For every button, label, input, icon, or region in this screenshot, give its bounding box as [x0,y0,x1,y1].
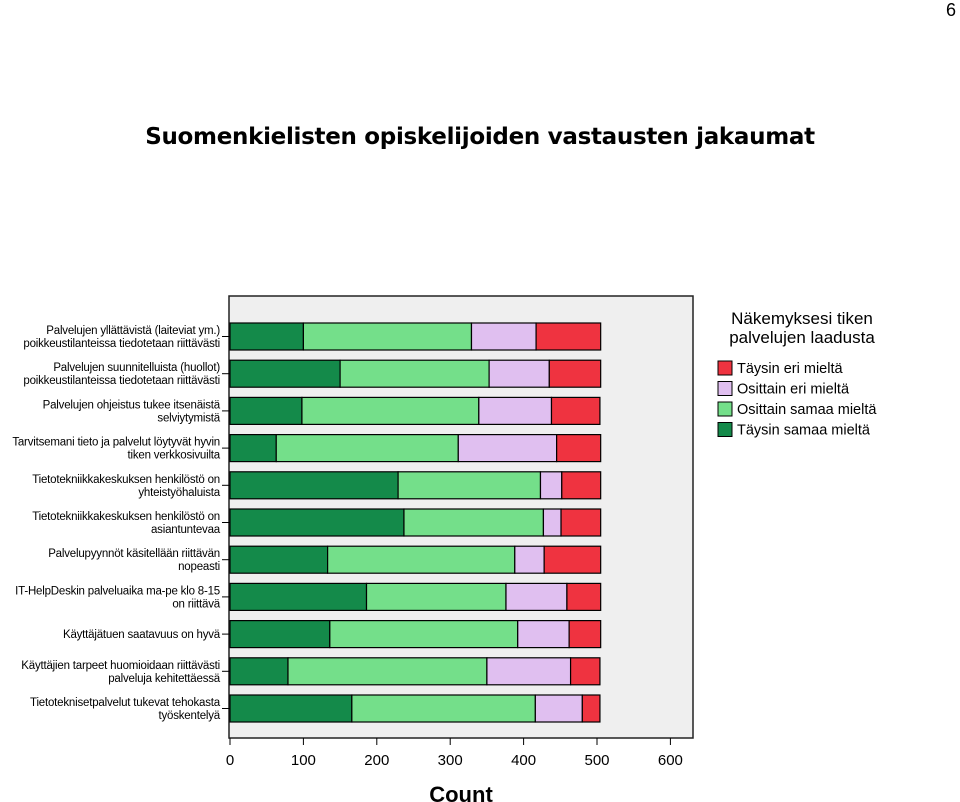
category-label: Palvelujen yllättävistä (laiteviat ym.) [46,325,220,337]
legend-swatch [718,361,732,375]
bar-segment-9-3 [518,621,569,648]
bar-segment-6-1 [230,509,404,536]
x-tick-label: 500 [584,752,610,769]
legend-entry: Osittain eri mieltä [737,381,850,398]
bar-segment-11-3 [535,695,582,722]
x-tick-label: 100 [290,752,316,769]
bar-segment-4-1 [230,435,276,462]
bar-segment-5-2 [398,472,540,499]
bar-segment-2-4 [549,360,600,387]
category-label: tiken verkkosivuilta [127,449,220,462]
bar-segment-9-4 [569,621,601,648]
category-label: poikkeustilanteissa tiedotetaan riittävästi [23,338,220,350]
x-tick-label: 600 [657,752,683,769]
bar-segment-10-2 [288,658,487,685]
bar-segment-1-4 [536,323,601,350]
category-labels [12,325,230,722]
bar-segment-4-3 [458,435,556,462]
bar-segment-10-3 [487,658,571,685]
page-number: 6 [945,0,956,20]
bar-segment-7-4 [544,546,601,573]
bar-segment-5-1 [230,472,398,499]
legend-entry: Täysin samaa mieltä [737,422,870,439]
category-label: Tietotekniikkakeskuksen henkilöstö on [32,473,220,486]
bar-segment-1-1 [230,323,303,350]
bar-segment-3-2 [302,397,479,424]
bar-segment-3-1 [230,397,302,424]
bar-segment-6-3 [543,509,561,536]
x-tick-label: 0 [225,752,235,769]
x-axis-title: Count [429,782,493,802]
bar-segment-11-1 [230,695,352,722]
category-label: Palvelujen ohjeistus tukee itsenäistä [42,399,220,412]
category-label: työskentelyä [158,710,220,722]
bar-segment-3-3 [479,397,552,424]
x-tick-label: 300 [437,752,463,769]
bar-segment-1-3 [471,323,536,350]
bar-segment-7-3 [515,546,544,573]
bar-segment-7-1 [230,546,328,573]
category-label: Palvelupyynnöt käsitellään riittävän [48,548,220,561]
legend-entry: Osittain samaa mieltä [737,402,877,418]
category-label: nopeasti [178,561,220,574]
bar-segment-6-4 [561,509,601,536]
category-label: Käyttäjien tarpeet huomioidaan riittävästi [21,659,220,672]
legend-swatch [718,382,732,396]
bar-segment-11-4 [582,695,600,722]
category-label: asiantuntevaa [150,524,220,536]
legend-swatch [718,402,732,416]
bar-segment-10-4 [571,658,600,685]
bar-segment-2-3 [489,360,549,387]
category-label: yhteistyöhaluista [138,486,220,499]
x-axis [226,738,683,769]
category-label: IT-HelpDeskin palveluaika ma-pe klo 8-15 [15,585,220,598]
bar-segment-8-4 [567,583,601,610]
legend-entry: Täysin eri mieltä [737,361,843,377]
category-label: poikkeustilanteissa tiedotetaan riittävästi [23,375,220,388]
bar-segment-11-2 [352,695,535,722]
document-heading: Suomenkielisten opiskelijoiden vastausten jakaumat [145,124,815,150]
bar-segment-10-1 [230,658,288,685]
bar-segment-4-4 [557,435,601,462]
legend-title: Näkemyksesi tiken palvelujen laadusta [729,309,875,347]
legend [718,309,877,439]
legend-swatch [718,423,732,437]
category-label: Palvelujen suunnitelluista (huollot) [53,362,220,375]
bar-segment-5-4 [562,472,601,499]
bar-segment-5-3 [540,472,561,499]
bar-segment-6-2 [404,509,543,536]
category-label: Tarvitsemani tieto ja palvelut löytyvät hyvin [12,436,220,449]
bar-segment-7-2 [328,546,515,573]
bar-segment-4-2 [276,435,458,462]
category-label: palveluja kehitettäessä [108,672,220,685]
bar-segment-2-1 [230,360,340,387]
bar-segment-3-4 [551,397,599,424]
category-label: Tietoteknisetpalvelut tukevat tehokasta [30,697,220,709]
bar-segment-9-1 [230,621,330,648]
bar-segment-2-2 [340,360,489,387]
x-tick-label: 200 [364,752,390,769]
bar-segment-1-2 [303,323,471,350]
bar-segment-8-1 [230,583,367,610]
bar-segment-8-3 [506,583,567,610]
bars-layer [230,323,601,722]
category-label: selviytymistä [157,412,220,425]
bar-segment-8-2 [367,583,506,610]
x-tick-label: 400 [511,752,537,769]
category-label: Käyttäjätuen saatavuus on hyvä [62,629,220,642]
category-label: Tietotekniikkakeskuksen henkilöstö on [32,511,220,523]
bar-segment-9-2 [330,621,518,648]
category-label: on riittävä [172,598,220,611]
